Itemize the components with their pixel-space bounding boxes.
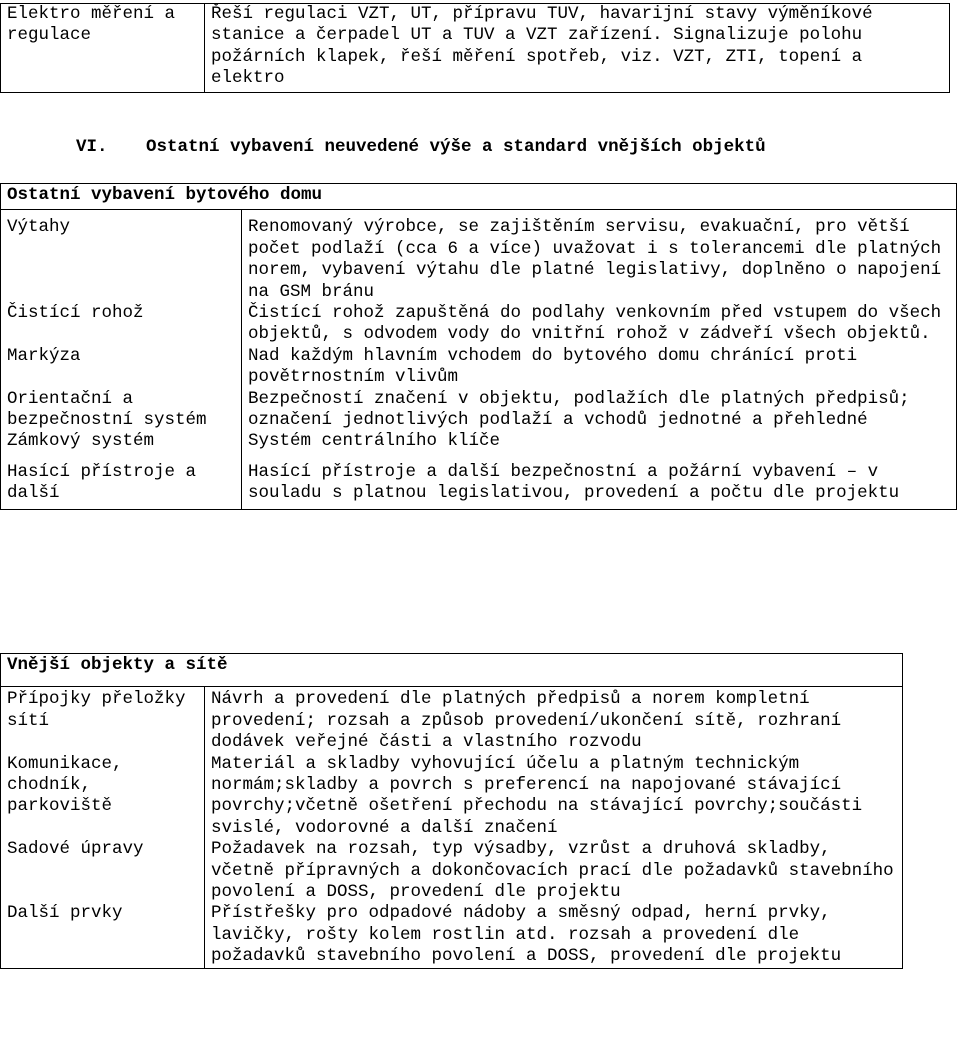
table-row bbox=[1, 303, 957, 346]
row-text: Přístřešky pro odpadové nádoby a směsný odpad, herní prvky, lavičky, rošty kolem rostlin atd. rozsah a provedení dle požadavků stavebního povolení a DOSS, provedení dle projektu bbox=[205, 903, 903, 968]
table-row bbox=[1, 687, 903, 754]
building-equipment-table bbox=[0, 183, 957, 510]
electro-table bbox=[0, 3, 950, 93]
row-label: Markýza bbox=[1, 346, 242, 389]
table-row bbox=[1, 346, 957, 389]
table-row bbox=[1, 389, 957, 432]
row-text: Požadavek na rozsah, typ výsadby, vzrůst a druhová skladby, včetně přípravných a dokončovacích prací dle požadavků stavebního povolení a DOSS, provedení dle projektu bbox=[205, 839, 903, 903]
row-label: Elektro měření a regulace bbox=[1, 4, 205, 93]
row-text: Bezpečností značení v objektu, podlažích dle platných předpisů; označení jednotlivých podlaží a vchodů jednotné a přehledné bbox=[242, 389, 957, 432]
row-label: Hasící přístroje a další bbox=[1, 462, 242, 509]
row-text: Materiál a skladby vyhovující účelu a platným technickým normám;skladby a povrch s preferencí na napojované stávající povrchy;včetně ošetření přechodu na stávající povrchy;součásti svislé, vodorovné a další značení bbox=[205, 754, 903, 840]
row-text: Nad každým hlavním vchodem do bytového domu chránící proti povětrnostním vlivům bbox=[242, 346, 957, 389]
row-label: Orientační a bezpečnostní systém bbox=[1, 389, 242, 432]
row-text: Systém centrálního klíče bbox=[242, 431, 957, 461]
section-number: VI. bbox=[76, 137, 108, 157]
table-row bbox=[1, 839, 903, 903]
row-text: Hasící přístroje a další bezpečnostní a požární vybavení – v souladu s platnou legislativou, provedení a počtu dle projektu bbox=[242, 462, 957, 509]
table-row bbox=[1, 754, 903, 840]
external-objects-table bbox=[0, 653, 903, 969]
section-heading bbox=[76, 137, 766, 157]
table-row bbox=[1, 210, 957, 303]
section-title: Ostatní vybavení neuvedené výše a standard vnějších objektů bbox=[146, 137, 766, 157]
row-text: Renomovaný výrobce, se zajištěním servisu, evakuační, pro větší počet podlaží (cca 6 a více) uvažovat i s tolerancemi dle platných norem, vybavení výtahu dle platné legislativy, doplněno o napojení na GSM bránu bbox=[242, 210, 957, 303]
table-header: Vnější objekty a sítě bbox=[1, 654, 903, 687]
row-text: Čistící rohož zapuštěná do podlahy venkovním před vstupem do všech objektů, s odvodem vody do vnitřní rohož v zádveří všech objektů. bbox=[242, 303, 957, 346]
row-label: Zámkový systém bbox=[1, 431, 242, 461]
table-header: Ostatní vybavení bytového domu bbox=[1, 184, 957, 210]
row-label: Čistící rohož bbox=[1, 303, 242, 346]
table-row bbox=[1, 431, 957, 461]
table-row bbox=[1, 462, 957, 509]
table-header-row bbox=[1, 184, 957, 210]
row-text: Návrh a provedení dle platných předpisů a norem kompletní provedení; rozsah a způsob provedení/ukončení sítě, rozhraní dodávek veřejné části a vlastního rozvodu bbox=[205, 687, 903, 754]
table-header-row bbox=[1, 654, 903, 687]
row-label: Přípojky přeložky sítí bbox=[1, 687, 205, 754]
row-text: Řeší regulaci VZT, UT, přípravu TUV, havarijní stavy výměníkové stanice a čerpadel UT a TUV a VZT zařízení. Signalizuje polohu požárních klapek, řeší měření spotřeb, viz. VZT, ZTI, topení a elektro bbox=[205, 4, 950, 93]
row-label: Výtahy bbox=[1, 210, 242, 303]
row-label: Komunikace, chodník, parkoviště bbox=[1, 754, 205, 840]
table-row bbox=[1, 4, 950, 93]
row-label: Další prvky bbox=[1, 903, 205, 968]
row-label: Sadové úpravy bbox=[1, 839, 205, 903]
table-row bbox=[1, 903, 903, 968]
